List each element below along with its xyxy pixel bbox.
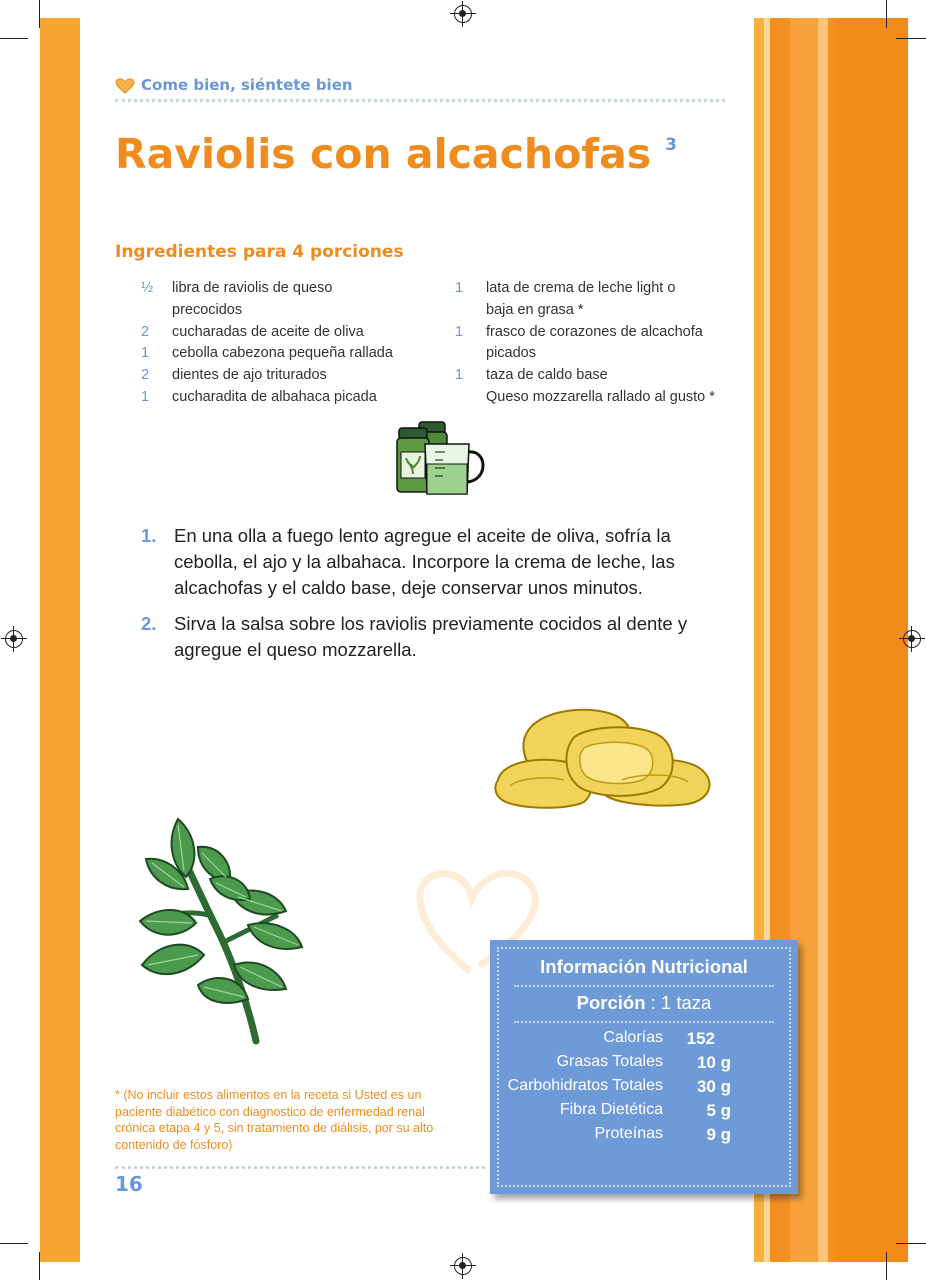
list-item: Queso mozzarella rallado al gusto * — [486, 388, 715, 405]
registration-mark-icon — [454, 5, 472, 23]
ingredients-left-list — [141, 278, 421, 409]
header-tagline: Come bien, siéntete bien — [141, 76, 353, 94]
registration-mark-icon — [5, 630, 23, 648]
nutrition-box — [490, 940, 798, 1194]
footnote: * (No incluir estos alimentos en la receta si Usted es un paciente diabético con diagnostico de enfermedad renal crónica etapa 4 y 5, sin tratamiento de diálisis, por su alto contenido de fósforo) — [115, 1088, 434, 1152]
list-item: 1 cebolla cabezona pequeña rallada — [141, 345, 393, 362]
nutrition-row: Proteínas 9 g — [594, 1125, 731, 1144]
ingredients-title: Ingredientes para 4 porciones — [115, 242, 404, 262]
nutrition-row: Grasas Totales 10 g — [556, 1053, 731, 1072]
ingredients-right-list — [455, 278, 730, 409]
basil-leaves-illustration — [138, 815, 304, 1047]
list-item: ½ libra de raviolis de queso precocidos — [141, 280, 333, 318]
nutrition-row: Calorías 152 — [603, 1029, 715, 1048]
nutrition-row: Carbohidratos Totales 30 g — [507, 1077, 731, 1096]
page-number: 16 — [115, 1172, 143, 1196]
herb-jars-illustration — [395, 416, 490, 498]
registration-mark-icon — [903, 630, 921, 648]
list-item: 1. En una olla a fuego lento agregue el aceite de oliva, sofría la cebolla, el ajo y la albahaca. Incorpore la crema de leche, las alcachofas y el caldo base, deje conservar unos minutos. — [141, 525, 675, 598]
registration-mark-icon — [454, 1257, 472, 1275]
nutrition-divider — [514, 985, 774, 987]
recipe-reference: 3 — [665, 135, 678, 155]
ravioli-illustration — [488, 700, 714, 812]
header-divider — [115, 99, 725, 102]
recipe-steps — [141, 523, 725, 673]
list-item: 1 taza de caldo base — [455, 367, 608, 384]
list-item: 1 cucharadita de albahaca picada — [141, 388, 377, 405]
list-item: 1 frasco de corazones de alcachofa picados — [455, 323, 703, 362]
list-item: 1 lata de crema de leche light o baja en grasa * — [455, 280, 676, 318]
left-orange-bar — [40, 18, 80, 1262]
footer-divider — [115, 1166, 485, 1169]
list-item: 2 dientes de ajo triturados — [141, 367, 327, 384]
list-item: 2 cucharadas de aceite de oliva — [141, 323, 364, 340]
nutrition-portion: Porción : 1 taza — [576, 992, 712, 1013]
nutrition-divider — [514, 1021, 774, 1023]
nutrition-title: Información Nutricional — [540, 956, 748, 977]
list-item: 2. Sirva la salsa sobre los raviolis previamente cocidos al dente y agregue el queso mozzarella. — [141, 613, 688, 660]
nutrition-row: Fibra Dietética 5 g — [559, 1101, 731, 1120]
recipe-title: Raviolis con alcachofas $^3$ — [115, 130, 678, 178]
heart-icon — [115, 78, 135, 94]
